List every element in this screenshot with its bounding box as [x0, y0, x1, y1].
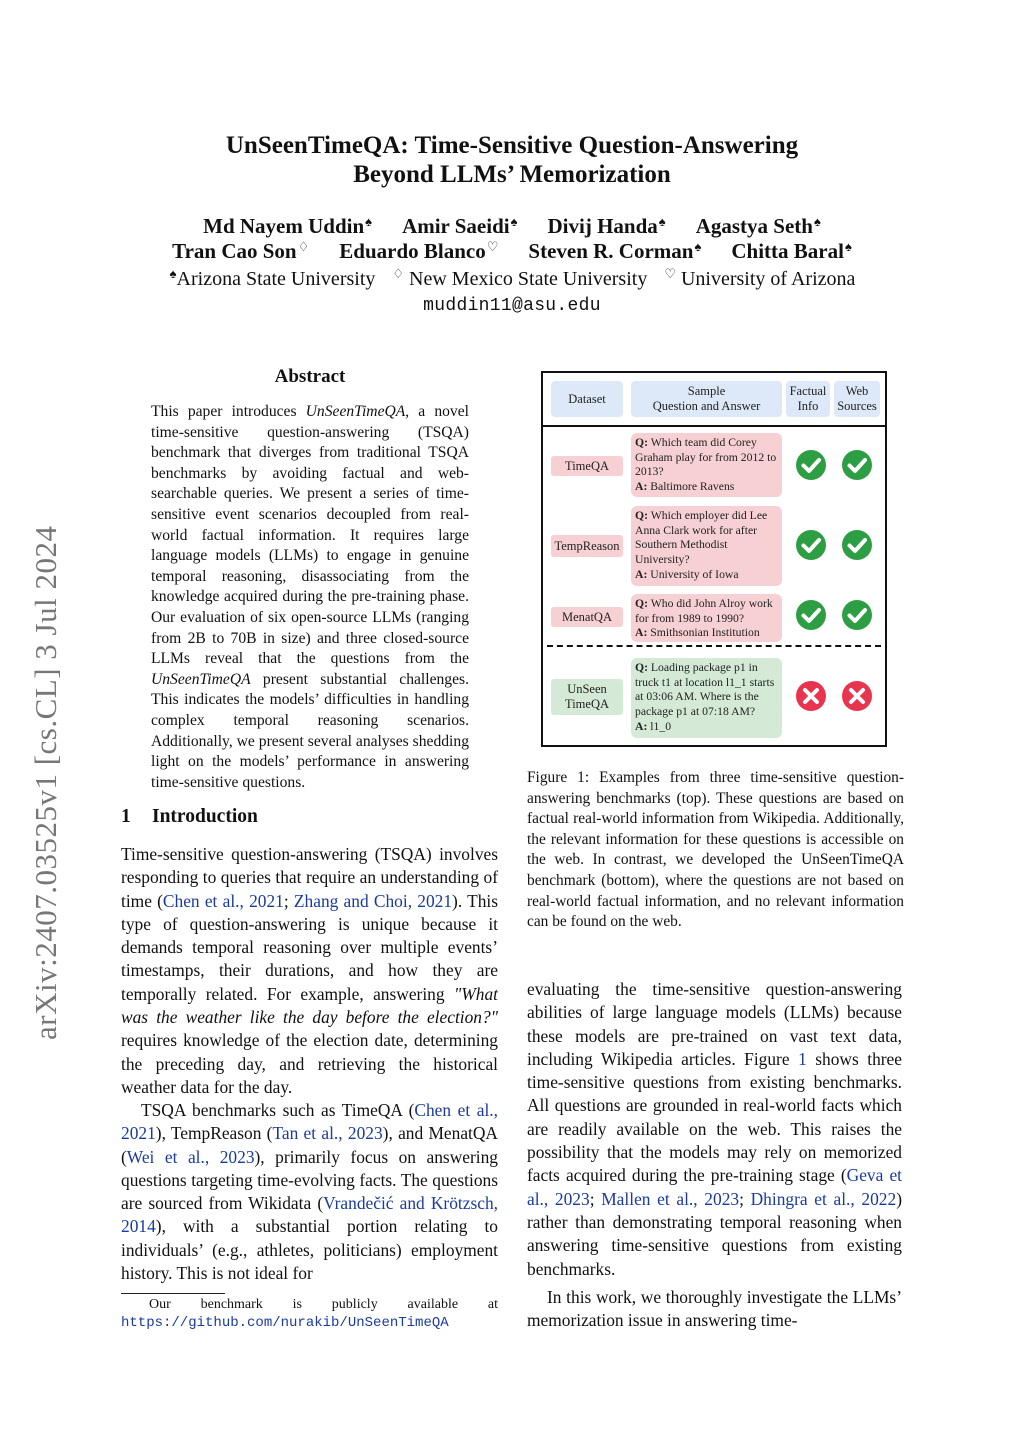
- check-icon: [841, 599, 873, 631]
- header-dataset: Dataset: [551, 381, 623, 417]
- citation-link[interactable]: Chen et al., 2021: [121, 1100, 498, 1144]
- citation-link[interactable]: Zhang and Choi, 2021: [293, 890, 453, 911]
- qa-sample-timeqa: Q: Which team did Corey Graham play for from 2012 to 2013? A: Baltimore Ravens: [631, 433, 782, 497]
- footnote-rule: [121, 1293, 225, 1294]
- check-icon: [841, 449, 873, 481]
- header-factual: Factual Info: [786, 381, 830, 417]
- citation-link[interactable]: Chen et al., 2021: [162, 890, 284, 911]
- author: Md Nayem Uddin♠: [203, 214, 373, 238]
- author: Steven R. Corman♠: [528, 239, 702, 263]
- affiliation: ♠Arizona State University: [169, 266, 376, 290]
- figure-1: [541, 371, 887, 747]
- citation-link[interactable]: Mallen et al., 2023: [601, 1188, 740, 1209]
- affiliation: ♡ University of Arizona: [664, 266, 856, 290]
- title-line-2: Beyond LLMs’ Memorization: [353, 161, 671, 188]
- arxiv-stamp: arXiv:2407.03525v1 [cs.CL] 3 Jul 2024: [28, 525, 63, 1040]
- check-icon: [841, 529, 873, 561]
- figure-ref-link[interactable]: 1: [798, 1048, 807, 1069]
- dataset-label-tempreason: TempReason: [551, 535, 623, 557]
- author-row-2: [0, 239, 1024, 264]
- citation-link[interactable]: Wei et al., 2023: [126, 1146, 255, 1167]
- author: Eduardo Blanco♡: [339, 239, 499, 263]
- paper-title: [0, 131, 1024, 189]
- intro-paragraph-1: Time-sensitive question-answering (TSQA) involves responding to queries that require an understanding of time (Chen et al., 2021; Zhang and Choi, 2021). This type of question-answering is unique because it demands temporal reasoning over multiple events’ timestamps, their durations, and how they are temporally related. For example, answering "What was the weather like the day before the election?" requires knowledge of the election date, determining the preceding day, and retrieving the historical weather data for the day.: [121, 844, 498, 1097]
- header-separator: [543, 425, 885, 427]
- cross-icon: [795, 680, 827, 712]
- abstract-heading: Abstract: [274, 366, 346, 387]
- qa-sample-unseentimeqa: Q: Loading package p1 in truck t1 at location l1_1 starts at 03:06 AM. Where is the package p1 at 07:18 AM? A: l1_0: [631, 658, 782, 738]
- citation-link[interactable]: Dhingra et al., 2022: [750, 1188, 897, 1209]
- author: Chitta Baral♠: [731, 239, 852, 263]
- author: Divij Handa♠: [547, 214, 666, 238]
- dataset-label-timeqa: TimeQA: [551, 456, 623, 476]
- dashed-separator: [547, 645, 881, 647]
- figure-caption: Figure 1: Examples from three time-sensitive question-answering benchmarks (top). These questions are based on factual real-world information from Wikipedia. Additionally, the relevant information for these questions is accessible on the web. In contrast, we developed the UnSeenTimeQA benchmark (bottom), where the questions are not based on real-world factual information, and no relevant information can be found on the web.: [527, 769, 904, 931]
- dataset-label-menatqa: MenatQA: [551, 607, 623, 627]
- section-heading-introduction: 1 Introduction: [121, 806, 258, 827]
- check-icon: [795, 599, 827, 631]
- cross-icon: [841, 680, 873, 712]
- check-icon: [795, 529, 827, 561]
- qa-sample-tempreason: Q: Which employer did Lee Anna Clark work for after Southern Methodist University? A: University of Iowa: [631, 506, 782, 586]
- title-line-1: UnSeenTimeQA: Time-Sensitive Question-Answering: [225, 132, 799, 159]
- author: Amir Saeidi♠: [402, 214, 518, 238]
- right-paragraph-2: In this work, we thoroughly investigate the LLMs’ memorization issue in answering time-: [527, 1287, 902, 1331]
- citation-link[interactable]: Tan et al., 2023: [272, 1123, 383, 1144]
- citation-link[interactable]: Vrandečić and Krötzsch, 2014: [121, 1193, 498, 1237]
- dataset-label-unseentimeqa: UnSeen TimeQA: [551, 679, 623, 715]
- check-icon: [795, 449, 827, 481]
- footnote: Our benchmark is publicly available at https://github.com/nurakib/UnSeenTimeQA: [121, 1297, 498, 1331]
- header-web: Web Sources: [834, 381, 880, 417]
- header-sample: Sample Question and Answer: [631, 381, 782, 417]
- author: Tran Cao Son♢: [172, 239, 310, 263]
- abstract-body: This paper introduces UnSeenTimeQA, a novel time-sensitive question-answering (TSQA) benchmark that diverges from traditional TSQA benchmarks by avoiding factual and web-searchable queries. We present a series of time-sensitive event scenarios decoupled from real-world factual information. It requires large language models (LLMs) to engage in genuine temporal reasoning, disassociating from the knowledge acquired during the pre-training phase. Our evaluation of six open-source LLMs (ranging from 2B to 70B in size) and three closed-source LLMs reveal that the questions from the UnSeenTimeQA present substantial challenges. This indicates the models’ difficulties in handling complex temporal reasoning scenarios. Additionally, we present several analyses shedding light on the models’ performance in answering time-sensitive questions.: [151, 403, 469, 791]
- citation-link[interactable]: Geva et al., 2023: [527, 1165, 902, 1209]
- right-paragraph-1: evaluating the time-sensitive question-answering abilities of large language models (LLMs) because these models are pre-trained on vast text data, including Wikipedia articles. Figure 1 shows three time-sensitive questions from existing benchmarks. All questions are grounded in real-world facts which are readily available on the web. This raises the possibility that the models may rely on memorized facts acquired during the pre-training stage (Geva et al., 2023; Mallen et al., 2023; Dhingra et al., 2022) rather than demonstrating temporal reasoning when answering time-sensitive questions from existing benchmarks.: [527, 979, 902, 1279]
- author-email[interactable]: muddin11@asu.edu: [423, 296, 601, 316]
- qa-sample-menatqa: Q: Who did John Alroy work for from 1989 to 1990? A: Smithsonian Institution: [631, 594, 782, 642]
- affiliations: [0, 266, 1024, 291]
- repo-link[interactable]: https://github.com/nurakib/UnSeenTimeQA: [121, 1315, 449, 1331]
- intro-paragraph-2: TSQA benchmarks such as TimeQA (Chen et al., 2021), TempReason (Tan et al., 2023), and MenatQA (Wei et al., 2023), primarily focus on answering questions targeting time-evolving facts. The questions are sourced from Wikidata (Vrandečić and Krötzsch, 2014), with a substantial portion relating to individuals’ (e.g., athletes, politicians) employment history. This is not ideal for: [121, 1100, 498, 1284]
- author: Agastya Seth♠: [695, 214, 821, 238]
- affiliation: ♢ New Mexico State University: [392, 266, 648, 290]
- author-row-1: [0, 214, 1024, 239]
